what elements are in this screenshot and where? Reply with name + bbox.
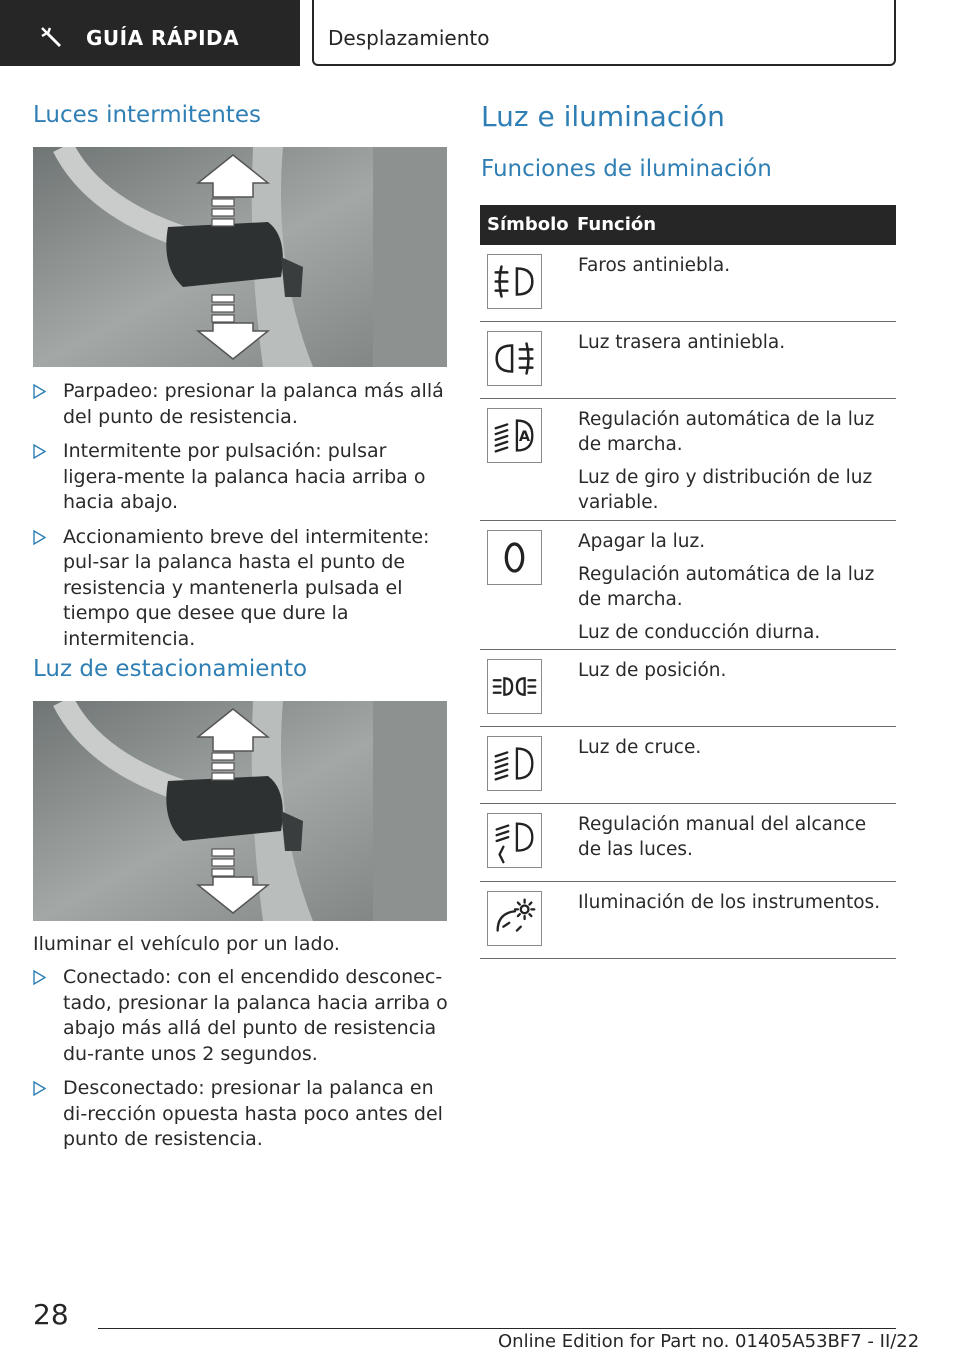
header-chapter-title: Desplazamiento (328, 26, 490, 50)
bullet-triangle-icon (33, 384, 46, 399)
header-chapter-tab (312, 0, 896, 66)
header-section-title: GUÍA RÁPIDA (86, 26, 240, 50)
svg-text:A: A (518, 428, 531, 445)
function-text: Regulación automática de la luz de marcha. (578, 409, 875, 455)
function-text: Luz de giro y distribución de luz variable. (578, 467, 873, 513)
bullet-triangle-icon (33, 970, 46, 985)
table-row (480, 727, 896, 804)
light-off-icon (487, 530, 542, 585)
turn-signal-list (33, 379, 449, 661)
function-text: Luz trasera antiniebla. (578, 332, 786, 353)
front-fog-light-icon (487, 254, 542, 309)
function-text: Apagar la luz. (578, 531, 706, 552)
parking-light-lever-photo (33, 701, 447, 921)
function-text: Luz de conducción diurna. (578, 622, 821, 643)
position-light-icon (487, 659, 542, 714)
function-text: Luz de posición. (578, 660, 727, 681)
list-item: Desconectado: presionar la palanca en di-rección opuesta hasta poco antes del punto de resistencia. (33, 1076, 449, 1153)
rear-fog-light-icon (487, 331, 542, 386)
parking-light-intro: Iluminar el vehículo por un lado. (33, 933, 340, 955)
auto-headlight-icon (487, 408, 542, 463)
table-row (480, 521, 896, 650)
parking-light-list (33, 965, 449, 1162)
quick-guide-star-icon (38, 24, 64, 50)
column-header-symbol: Símbolo (487, 214, 569, 235)
instrument-lighting-icon (487, 891, 542, 946)
parking-light-heading: Luz de estacionamiento (33, 656, 308, 682)
table-row (480, 804, 896, 882)
list-item: Parpadeo: presionar la palanca más allá del punto de resistencia. (33, 379, 449, 430)
column-header-function: Función (577, 214, 657, 235)
lighting-chapter-title: Luz e iluminación (481, 100, 725, 133)
footer-edition-text: Online Edition for Part no. 01405A53BF7 - II/22 (498, 1331, 920, 1352)
function-text: Luz de cruce. (578, 737, 702, 758)
table-row (480, 882, 896, 959)
list-item: Conectado: con el encendido desconec-tado, presionar la palanca hacia arriba o abajo más allá del punto de resistencia du-rante unos 2 segundos. (33, 965, 449, 1067)
table-row (480, 399, 896, 521)
turn-signal-lever-photo (33, 147, 447, 367)
headlight-range-icon (487, 813, 542, 868)
turn-signals-heading: Luces intermitentes (33, 102, 261, 128)
function-text: Regulación manual del alcance de las luces. (578, 814, 867, 860)
footer-divider (98, 1328, 896, 1329)
list-item: Intermitente por pulsación: pulsar ligera-mente la palanca hacia arriba o hacia abajo. (33, 439, 449, 516)
bullet-triangle-icon (33, 530, 46, 545)
table-row (480, 245, 896, 322)
bullet-triangle-icon (33, 1081, 46, 1096)
table-header (480, 205, 896, 245)
lighting-functions-heading: Funciones de iluminación (481, 156, 772, 182)
table-row (480, 650, 896, 727)
function-text: Iluminación de los instrumentos. (578, 892, 881, 913)
bullet-triangle-icon (33, 444, 46, 459)
function-text: Regulación automática de la luz de marcha. (578, 564, 875, 610)
low-beam-icon (487, 736, 542, 791)
function-text: Faros antiniebla. (578, 255, 731, 276)
page-number: 28 (33, 1298, 69, 1331)
header-section-block (0, 0, 300, 66)
lighting-functions-table (480, 205, 896, 959)
table-row (480, 322, 896, 399)
list-item: Accionamiento breve del intermitente: pul-sar la palanca hasta el punto de resistencia y mantenerla pulsada el tiempo que desee que dure la intermitencia. (33, 525, 449, 653)
